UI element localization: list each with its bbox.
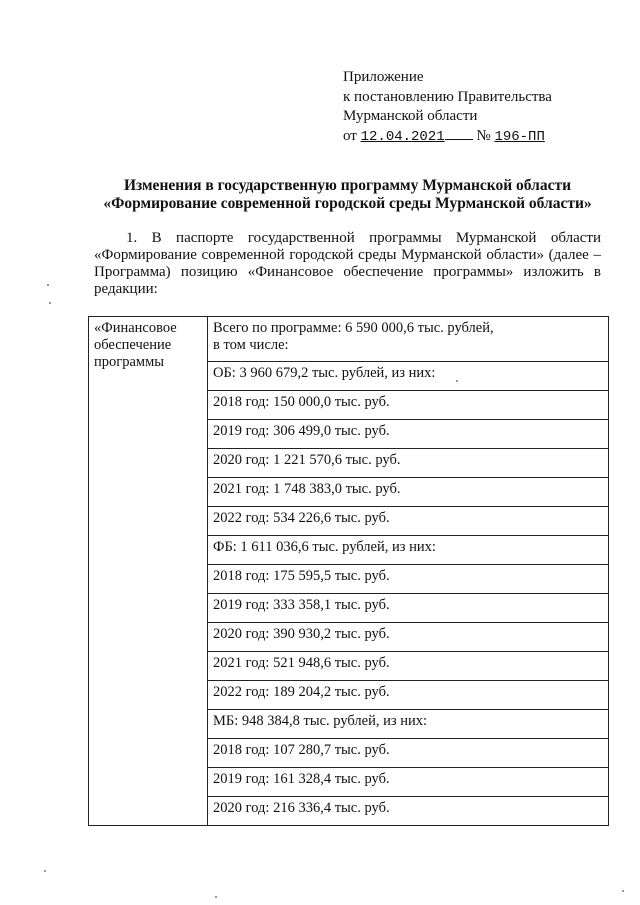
scan-speck [215, 896, 217, 898]
appendix-region: Мурманской области [343, 108, 478, 124]
financing-value-cell: 2021 год: 1 748 383,0 тыс. руб. [208, 478, 609, 507]
intro-text: 1. В паспорте государственной программы Мурманской области «Формирование современной городской среды Мурманской области» (далее – Программа) позицию «Финансовое обеспечение программы» изложить в редакции: [94, 230, 601, 297]
financing-value-cell: 2022 год: 189 204,2 тыс. руб. [208, 681, 609, 710]
total-line-1: Всего по программе: 6 590 000,6 тыс. рублей, [213, 320, 494, 336]
intro-paragraph [94, 230, 601, 298]
table-row [89, 317, 609, 362]
financing-value-cell: 2020 год: 390 930,2 тыс. руб. [208, 623, 609, 652]
financing-value-cell: 2018 год: 175 595,5 тыс. руб. [208, 565, 609, 594]
total-cell [208, 317, 609, 362]
title-line-2: «Формирование современной городской среды Мурманской области» [103, 195, 592, 212]
scan-speck [47, 284, 49, 286]
scan-speck [49, 302, 51, 304]
financing-value-cell: 2022 год: 534 226,6 тыс. руб. [208, 507, 609, 536]
financing-value-cell: 2020 год: 1 221 570,6 тыс. руб. [208, 449, 609, 478]
scan-speck [44, 870, 46, 872]
appendix-resolution: к постановлению Правительства [343, 88, 552, 105]
financing-value-cell: ФБ: 1 611 036,6 тыс. рублей, из них: [208, 536, 609, 565]
financing-table [88, 316, 609, 826]
financing-label-line-2: обеспечение [94, 337, 172, 353]
financing-value-cell: 2020 год: 216 336,4 тыс. руб. [208, 797, 609, 826]
appendix-date-line [343, 127, 552, 148]
date-underline [445, 138, 473, 140]
appendix-title: Приложение [343, 69, 424, 85]
financing-value-cell: 2019 год: 333 358,1 тыс. руб. [208, 594, 609, 623]
financing-label-line-3: программы [94, 354, 164, 370]
number-prefix: № [476, 127, 491, 144]
financing-value-cell: ОБ: 3 960 679,2 тыс. рублей, из них: [208, 362, 609, 391]
document-title [60, 177, 635, 213]
resolution-number: 196-ПП [494, 128, 545, 145]
date-prefix: от [343, 127, 357, 144]
financing-label-cell [89, 317, 208, 826]
financing-value-cell: 2019 год: 306 499,0 тыс. руб. [208, 420, 609, 449]
financing-value-cell: 2019 год: 161 328,4 тыс. руб. [208, 768, 609, 797]
scan-speck [456, 380, 458, 382]
title-line-1: Изменения в государственную программу Мурманской области [123, 177, 572, 194]
financing-label-line-1: «Финансовое [94, 320, 177, 336]
financing-value-cell: 2021 год: 521 948,6 тыс. руб. [208, 652, 609, 681]
scan-speck [622, 890, 624, 892]
appendix-block [343, 68, 552, 147]
financing-value-cell: МБ: 948 384,8 тыс. рублей, из них: [208, 710, 609, 739]
total-line-2: в том числе: [213, 337, 289, 353]
financing-value-cell: 2018 год: 107 280,7 тыс. руб. [208, 739, 609, 768]
financing-value-cell: 2018 год: 150 000,0 тыс. руб. [208, 391, 609, 420]
resolution-date: 12.04.2021 [360, 128, 445, 145]
